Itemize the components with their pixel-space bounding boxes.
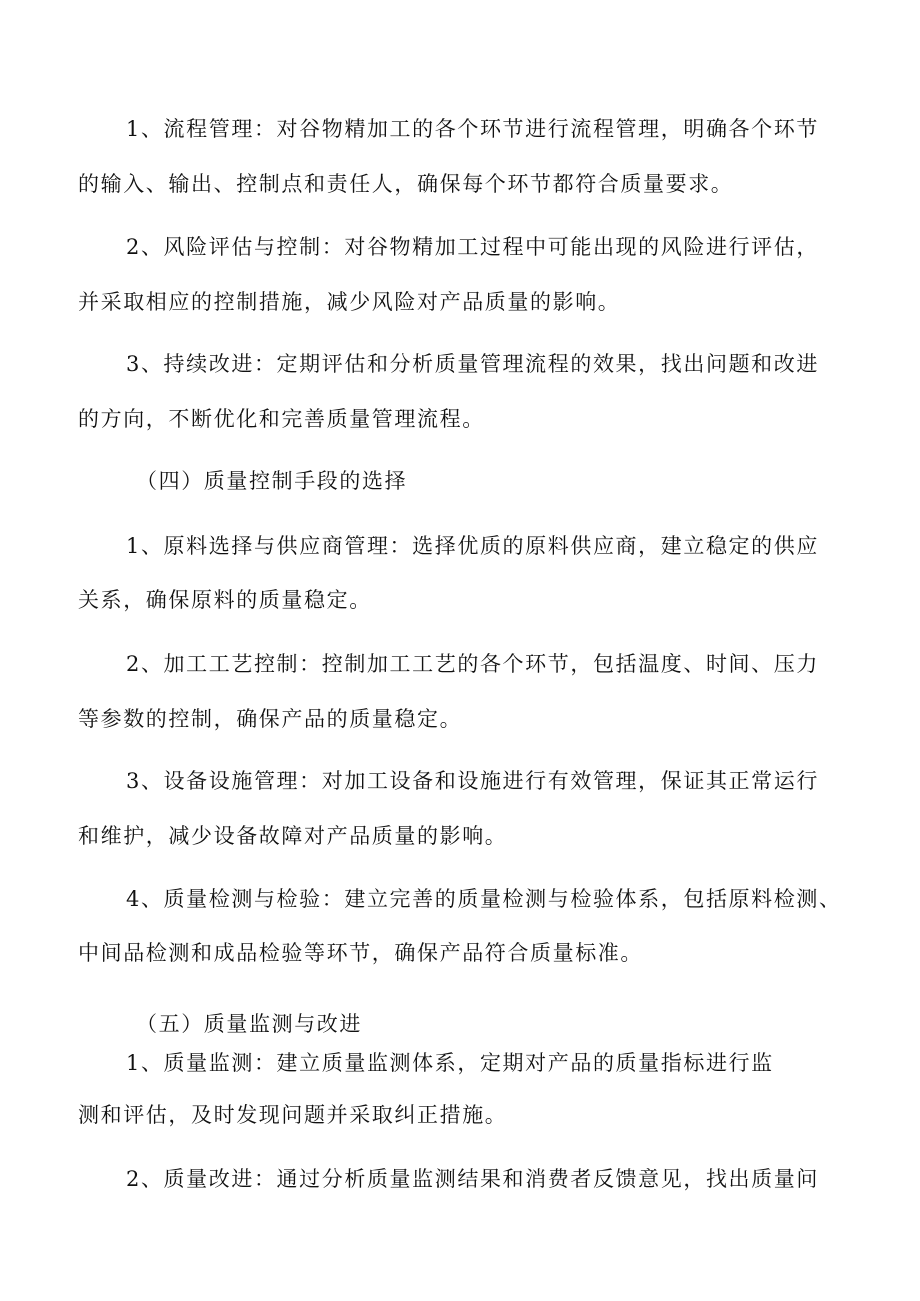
paragraph-7-line-1: 3、设备设施管理：对加工设备和设施进行有效管理，保证其正常运行 [126, 769, 819, 793]
paragraph-9-line-2: 测和评估，及时发现问题并采取纠正措施。 [78, 1103, 508, 1127]
paragraph-2-line-2: 并采取相应的控制措施，减少风险对产品质量的影响。 [78, 290, 621, 314]
paragraph-3-line-2: 的方向，不断优化和完善质量管理流程。 [78, 407, 485, 431]
paragraph-9-line-1: 1、质量监测：建立质量监测体系，定期对产品的质量指标进行监 [126, 1051, 774, 1075]
paragraph-6-line-1: 2、加工工艺控制：控制加工工艺的各个环节，包括温度、时间、压力 [126, 652, 819, 676]
paragraph-3-line-1: 3、持续改进：定期评估和分析质量管理流程的效果，找出问题和改进 [126, 352, 819, 376]
paragraph-5-line-1: 1、原料选择与供应商管理：选择优质的原料供应商，建立稳定的供应 [126, 534, 819, 558]
section-heading-4: （四）质量控制手段的选择 [136, 469, 408, 493]
paragraph-1-line-2: 的输入、输出、控制点和责任人，确保每个环节都符合质量要求。 [78, 172, 734, 196]
paragraph-2-line-1: 2、风险评估与控制：对谷物精加工过程中可能出现的风险进行评估， [126, 235, 819, 259]
paragraph-1-line-1: 1、流程管理：对谷物精加工的各个环节进行流程管理，明确各个环节 [126, 117, 819, 141]
paragraph-5-line-2: 关系，确保原料的质量稳定。 [78, 588, 372, 612]
paragraph-8-line-1: 4、质量检测与检验：建立完善的质量检测与检验体系，包括原料检测、 [126, 887, 842, 911]
section-heading-5: （五）质量监测与改进 [136, 1012, 362, 1036]
paragraph-6-line-2: 等参数的控制，确保产品的质量稳定。 [78, 707, 463, 731]
paragraph-7-line-2: 和维护，减少设备故障对产品质量的影响。 [78, 824, 508, 848]
paragraph-8-line-2: 中间品检测和成品检验等环节，确保产品符合质量标准。 [78, 941, 643, 965]
paragraph-10-line-1: 2、质量改进：通过分析质量监测结果和消费者反馈意见，找出质量问 [126, 1167, 819, 1191]
